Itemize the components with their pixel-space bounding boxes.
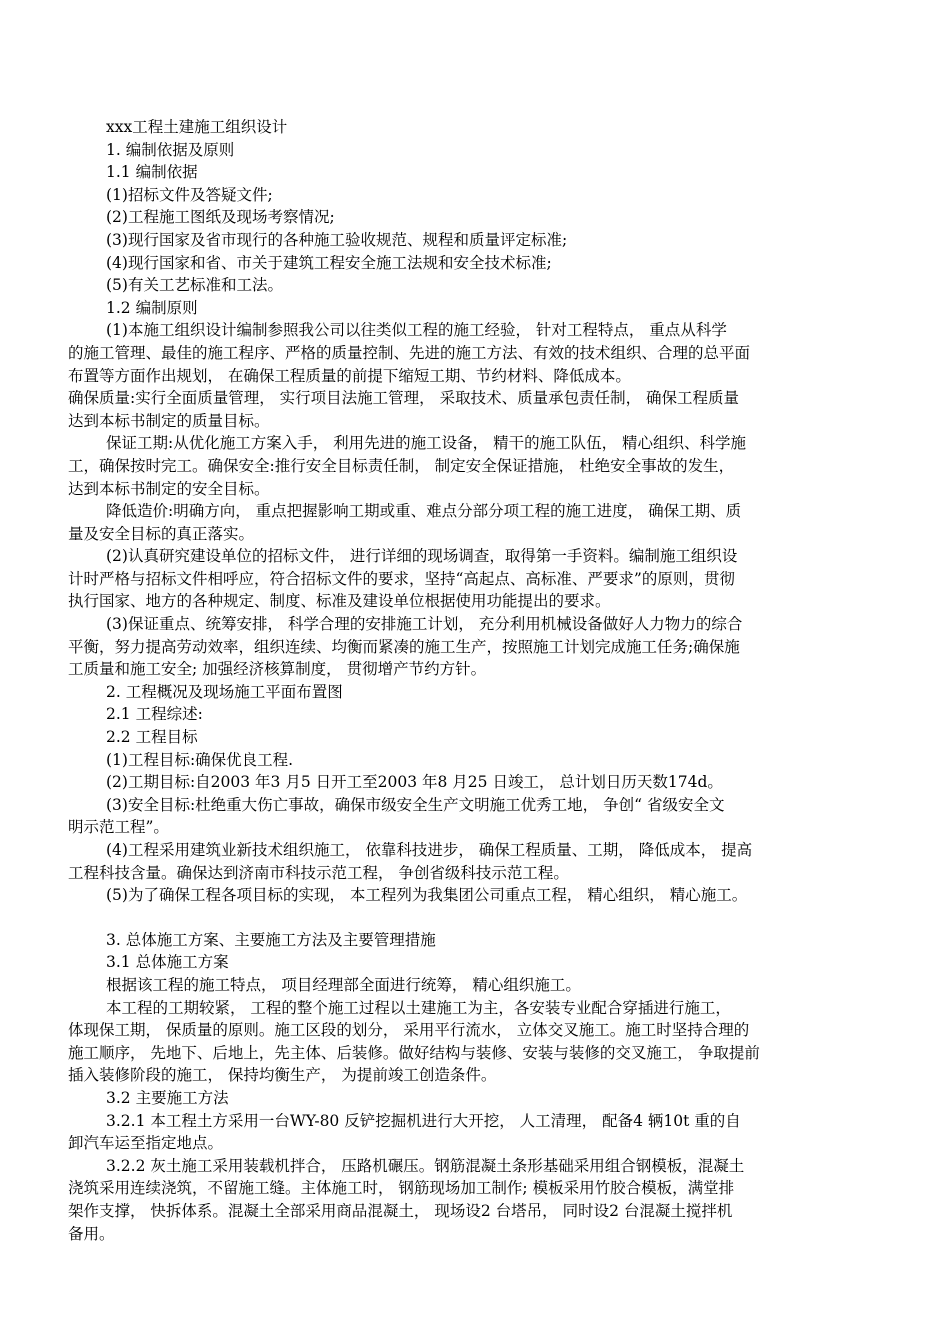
text-line: 3.2.2 灰土施工采用装载机拌合， 压路机碾压。钢筋混凝土条形基础采用组合钢模板，混凝土 bbox=[106, 1156, 745, 1175]
text-line: 达到本标书制定的安全目标。 bbox=[68, 479, 270, 498]
text-line: 的施工管理、最佳的施工程序、严格的质量控制、先进的施工方法、有效的技术组织、合理的总平面 bbox=[68, 343, 751, 362]
text-line: (5)有关工艺标准和工法。 bbox=[106, 276, 283, 295]
text-line: 架作支撑， 快拆体系。混凝土全部采用商品混凝土， 现场设2 台塔吊， 同时设2 台混凝土搅拌机 bbox=[68, 1201, 733, 1220]
text-line: 浇筑采用连续浇筑，不留施工缝。主体施工时， 钢筋现场加工制作; 模板采用竹胶合模板，满堂排 bbox=[68, 1179, 735, 1198]
text-line: (3)安全目标:杜绝重大伤亡事故，确保市级安全生产文明施工优秀工地， 争创“ 省级安全文 bbox=[106, 795, 725, 814]
text-line: 确保质量:实行全面质量管理， 实行项目法施工管理， 采取技术、质量承包责任制， 确保工程质量 bbox=[68, 389, 740, 408]
text-line: 2. 工程概况及现场施工平面布置图 bbox=[106, 682, 343, 701]
text-line: (2)认真研究建设单位的招标文件， 进行详细的现场调查，取得第一手资料。编制施工组织设 bbox=[106, 547, 738, 566]
text-line: 插入装修阶段的施工， 保持均衡生产， 为提前竣工创造条件。 bbox=[68, 1066, 497, 1085]
text-line: 施工顺序， 先地下、后地上，先主体、后装修。做好结构与装修、安装与装修的交叉施工， 争取提前 bbox=[68, 1043, 760, 1062]
text-line: (3)保证重点、统筹安排， 科学合理的安排施工计划， 充分利用机械设备做好人力物力的综合 bbox=[106, 615, 743, 634]
text-line: 3.1 总体施工方案 bbox=[106, 953, 229, 972]
text-line: 明示范工程”。 bbox=[68, 818, 169, 837]
text-line: 卸汽车运至指定地点。 bbox=[68, 1134, 224, 1153]
text-line: (3)现行国家及省市现行的各种施工验收规范、规程和质量评定标准; bbox=[106, 230, 568, 249]
text-line: (2)工程施工图纸及现场考察情况; bbox=[106, 208, 335, 227]
text-line: 3. 总体施工方案、主要施工方法及主要管理措施 bbox=[106, 930, 436, 949]
text-line: 备用。 bbox=[68, 1224, 115, 1243]
text-line: 2.1 工程综述: bbox=[106, 705, 203, 724]
text-line: 达到本标书制定的质量目标。 bbox=[68, 411, 270, 430]
text-line: (5)为了确保工程各项目标的实现， 本工程列为我集团公司重点工程， 精心组织， 精心施工。 bbox=[106, 886, 748, 905]
text-line: 计时严格与招标文件相呼应，符合招标文件的要求，坚持“高起点、高标准、严要求”的原则，贯彻 bbox=[68, 569, 735, 588]
text-line: 体现保工期， 保质量的原则。施工区段的划分， 采用平行流水， 立体交叉施工。施工时坚持合理的 bbox=[68, 1021, 750, 1040]
text-line: 工，确保按时完工。确保安全:推行安全目标责任制， 制定安全保证措施， 杜绝安全事故的发生， bbox=[68, 456, 735, 475]
text-line: (1)本施工组织设计编制参照我公司以往类似工程的施工经验， 针对工程特点， 重点从科学 bbox=[106, 321, 727, 340]
text-line: 降低造价:明确方向， 重点把握影响工期或重、难点分部分项工程的施工进度， 确保工期、质 bbox=[106, 502, 742, 521]
text-line: 1. 编制依据及原则 bbox=[106, 140, 235, 159]
text-line: 工程科技含量。确保达到济南市科技示范工程， 争创省级科技示范工程。 bbox=[68, 863, 569, 882]
text-line: 1.2 编制原则 bbox=[106, 298, 198, 317]
text-line: (1)工程目标:确保优良工程. bbox=[106, 750, 294, 769]
text-line: 布置等方面作出规划， 在确保工程质量的前提下缩短工期、节约材料、降低成本。 bbox=[68, 366, 631, 385]
text-line: 根据该工程的施工特点， 项目经理部全面进行统筹， 精心组织施工。 bbox=[106, 975, 581, 994]
text-line: (2)工期目标:自2003 年3 月5 日开工至2003 年8 月25 日竣工， 总计划日历天数174d。 bbox=[106, 773, 723, 792]
text-line: (4)工程采用建筑业新技术组织施工， 依靠科技进步， 确保工程质量、工期， 降低成本， 提高 bbox=[106, 841, 753, 859]
text-line: 平衡，努力提高劳动效率，组织连续、均衡而紧凑的施工生产，按照施工计划完成施工任务;确保施 bbox=[68, 637, 740, 656]
text-line: 量及安全目标的真正落实。 bbox=[68, 524, 255, 543]
text-line: (1)招标文件及答疑文件; bbox=[106, 185, 273, 204]
text-line: 3.2 主要施工方法 bbox=[106, 1088, 229, 1107]
text-line: (4)现行国家和省、市关于建筑工程安全施工法规和安全技术标准; bbox=[106, 253, 552, 272]
document-body bbox=[68, 116, 884, 1245]
text-line: 本工程的工期较紧， 工程的整个施工过程以土建施工为主，各安装专业配合穿插进行施工， bbox=[106, 998, 731, 1017]
text-line: 3.2.1 本工程土方采用一台WY-80 反铲挖掘机进行大开挖， 人工清理， 配备4 辆10t 重的自 bbox=[106, 1111, 741, 1130]
text-line: 执行国家、地方的各种规定、制度、标准及建设单位根据使用功能提出的要求。 bbox=[68, 592, 611, 611]
text-line: 2.2 工程目标 bbox=[106, 728, 198, 747]
blank-line bbox=[68, 907, 884, 929]
text-line: 1.1 编制依据 bbox=[106, 163, 198, 182]
text-line: 工质量和施工安全; 加强经济核算制度， 贯彻增产节约方针。 bbox=[68, 660, 487, 679]
text-line: xxx工程土建施工组织设计 bbox=[106, 118, 288, 136]
text-line: 保证工期:从优化施工方案入手， 利用先进的施工设备， 精干的施工队伍， 精心组织、科学施 bbox=[106, 434, 747, 453]
